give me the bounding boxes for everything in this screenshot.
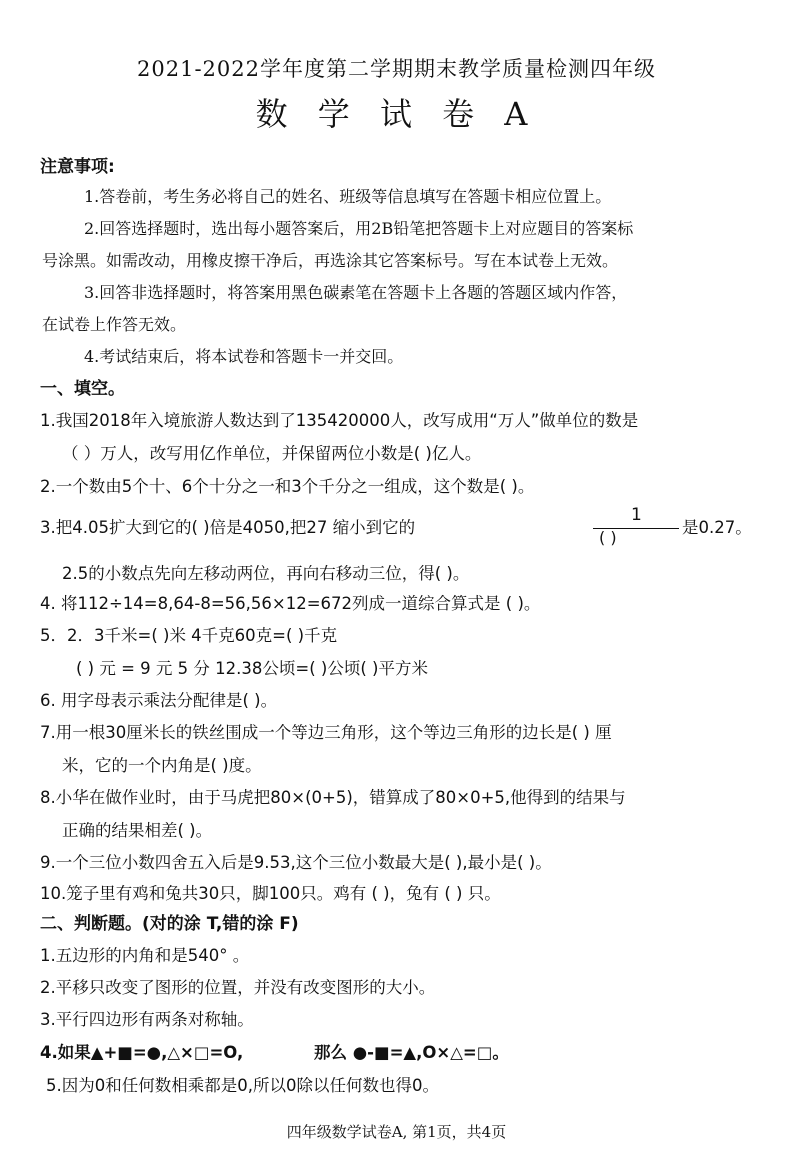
- fraction-numerator: 1: [631, 505, 642, 525]
- question-line: 2.5的小数点先向左移动两位，再向右移动三位，得( )。: [62, 564, 470, 583]
- question-line: [40, 1042, 243, 1064]
- question-line: 2.一个数由5个十、6个十分之一和3个千分之一组成，这个数是( )。: [40, 477, 535, 496]
- notice-item: 在试卷上作答无效。: [42, 315, 187, 334]
- section1-heading: 一、填空。: [40, 379, 125, 399]
- section2-heading: 二、判断题。(对的涂 T,错的涂 F): [40, 914, 299, 934]
- question-line: 3.把4.05扩大到它的( )倍是4050,把27 缩小到它的: [40, 518, 416, 537]
- question-line: 7.用一根30厘米长的铁丝围成一个等边三角形，这个等边三角形的边长是( ) 厘: [40, 723, 612, 742]
- question-line: 9.一个三位小数四舍五入后是9.53,这个三位小数最大是( ),最小是( )。: [40, 853, 552, 872]
- question-line: 4. 将112÷14=8,64-8=56,56×12=672列成一道综合算式是 ( )。: [40, 594, 541, 613]
- question-line: 8.小华在做作业时，由于马虎把80×(0+5)，错算成了80×0+5,他得到的结果与: [40, 788, 626, 807]
- question-line: 5．2．3千米=( )米 4千克60克=( )千克: [40, 626, 338, 645]
- question-line: 是0.27。: [682, 518, 752, 537]
- question-line: 5.因为0和任何数相乘都是0,所以0除以任何数也得0。: [46, 1076, 439, 1095]
- notice-item: 1.答卷前，考生务必将自己的姓名、班级等信息填写在答题卡相应位置上。: [84, 187, 612, 206]
- fraction: [593, 505, 679, 549]
- notice-item: 2.回答选择题时，选出每小题答案后，用2B铅笔把答题卡上对应题目的答案标: [84, 219, 634, 238]
- q4-mid: 那么: [314, 1043, 347, 1062]
- shape-equation-2: ●-■=▲,O×△=□。: [352, 1043, 509, 1062]
- question-line: 10.笼子里有鸡和兔共30只，脚100只。鸡有 ( )，兔有 ( ) 只。: [40, 884, 501, 903]
- page-footer: 四年级数学试卷A, 第1页，共4页: [286, 1123, 507, 1141]
- shape-equation-1: ▲+■=●,△×□=O,: [90, 1043, 244, 1062]
- question-line: 6. 用字母表示乘法分配律是( )。: [40, 691, 278, 710]
- notice-heading: 注意事项:: [40, 157, 115, 177]
- question-line: 米，它的一个内角是( )度。: [62, 756, 262, 775]
- question-line: ( ) 元 = 9 元 5 分 12.38公顷=( )公顷( )平方米: [76, 659, 428, 678]
- question-line: 1.五边形的内角和是540° 。: [40, 946, 250, 965]
- q4-prefix: 4.如果: [40, 1043, 91, 1062]
- question-line: 正确的结果相差( )。: [62, 821, 213, 840]
- question-line: （ ）万人，改写用亿作单位，并保留两位小数是( )亿人。: [62, 444, 482, 463]
- notice-item: 号涂黑。如需改动，用橡皮擦干净后，再选涂其它答案标号。写在本试卷上无效。: [42, 251, 619, 270]
- notice-item: 4.考试结束后，将本试卷和答题卡一并交回。: [84, 347, 404, 366]
- fraction-denominator: ( ): [599, 528, 617, 547]
- question-line: 3.平行四边形有两条对称轴。: [40, 1010, 254, 1029]
- notice-item: 3.回答非选择题时，将答案用黑色碳素笔在答题卡上各题的答题区域内作答，: [84, 283, 628, 302]
- exam-title-line2: 数 学 试 卷 A: [255, 95, 538, 133]
- question-line: 1.我国2018年入境旅游人数达到了135420000人，改写成用“万人”做单位的数是: [40, 411, 639, 430]
- exam-title-line1: 2021-2022学年度第二学期期末教学质量检测四年级: [137, 57, 656, 81]
- question-line: [314, 1042, 509, 1064]
- question-line: 2.平移只改变了图形的位置，并没有改变图形的大小。: [40, 978, 436, 997]
